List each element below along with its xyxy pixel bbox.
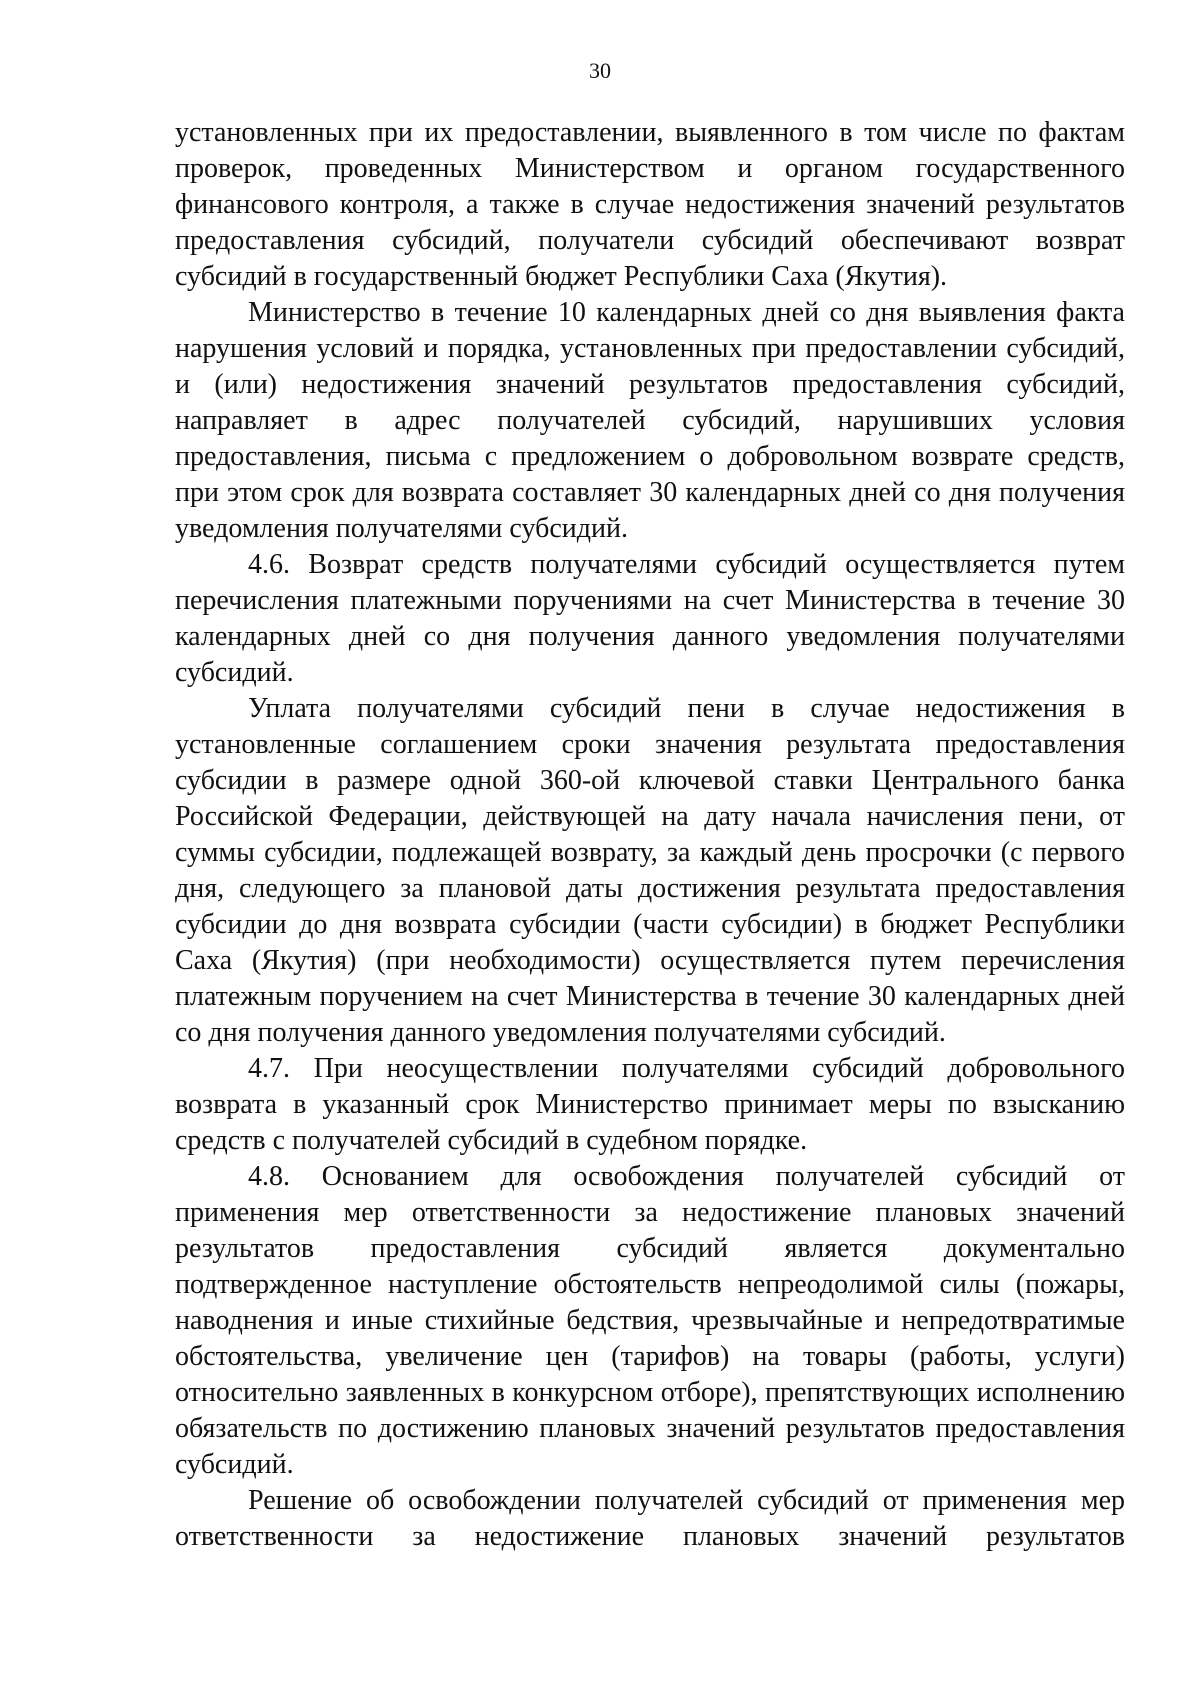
paragraph-4-7: 4.7. При неосуществлении получателями субсидий добровольного возврата в указанный срок Министерство принимает меры по взысканию средств с получателей субсидий в судебном порядке. bbox=[175, 1053, 1125, 1156]
page-number: 30 bbox=[589, 58, 611, 83]
paragraph-4-6: 4.6. Возврат средств получателями субсидий осуществляется путем перечисления платежными поручениями на счет Министерства в течение 30 календарных дней со дня получения данного уведомления получателями субсидий. bbox=[175, 549, 1125, 688]
paragraph-continuation: установленных при их предоставлении, выявленного в том числе по фактам проверок, проведенных Министерством и органом государственного финансового контроля, а также в случае недостижения значений результатов предоставления субсидий, получатели субсидий обеспечивают возврат субсидий в государственный бюджет Республики Саха (Якутия). bbox=[175, 117, 1125, 292]
paragraph-exemption-decision: Решение об освобождении получателей субсидий от применения мер ответственности за недостижение плановых значений результатов bbox=[175, 1485, 1125, 1552]
paragraph-penalty: Уплата получателями субсидий пени в случае недостижения в установленные соглашением сроки значения результата предоставления субсидии в размере одной 360-ой ключевой ставки Центрального банка Российской Федерации, действующей на дату начала начисления пени, от суммы субсидии, подлежащей возврату, за каждый день просрочки (с первого дня, следующего за плановой даты достижения результата предоставления субсидии до дня возврата субсидии (части субсидии) в бюджет Республики Саха (Якутия) (при необходимости) осуществляется путем перечисления платежным поручением на счет Министерства в течение 30 календарных дней со дня получения данного уведомления получателями субсидий. bbox=[175, 693, 1125, 1048]
document-body bbox=[175, 115, 1125, 1555]
paragraph-ministry-notice: Министерство в течение 10 календарных дней со дня выявления факта нарушения условий и порядка, установленных при предоставлении субсидий, и (или) недостижения значений результатов предоставления субсидий, направляет в адрес получателей субсидий, нарушивших условия предоставления, письма с предложением о добровольном возврате средств, при этом срок для возврата составляет 30 календарных дней со дня получения уведомления получателями субсидий. bbox=[175, 297, 1125, 544]
paragraph-4-8: 4.8. Основанием для освобождения получателей субсидий от применения мер ответственности за недостижение плановых значений результатов предоставления субсидий является документально подтвержденное наступление обстоятельств непреодолимой силы (пожары, наводнения и иные стихийные бедствия, чрезвычайные и непредотвратимые обстоятельства, увеличение цен (тарифов) на товары (работы, услуги) относительно заявленных в конкурсном отборе), препятствующих исполнению обязательств по достижению плановых значений результатов предоставления субсидий. bbox=[175, 1161, 1125, 1480]
